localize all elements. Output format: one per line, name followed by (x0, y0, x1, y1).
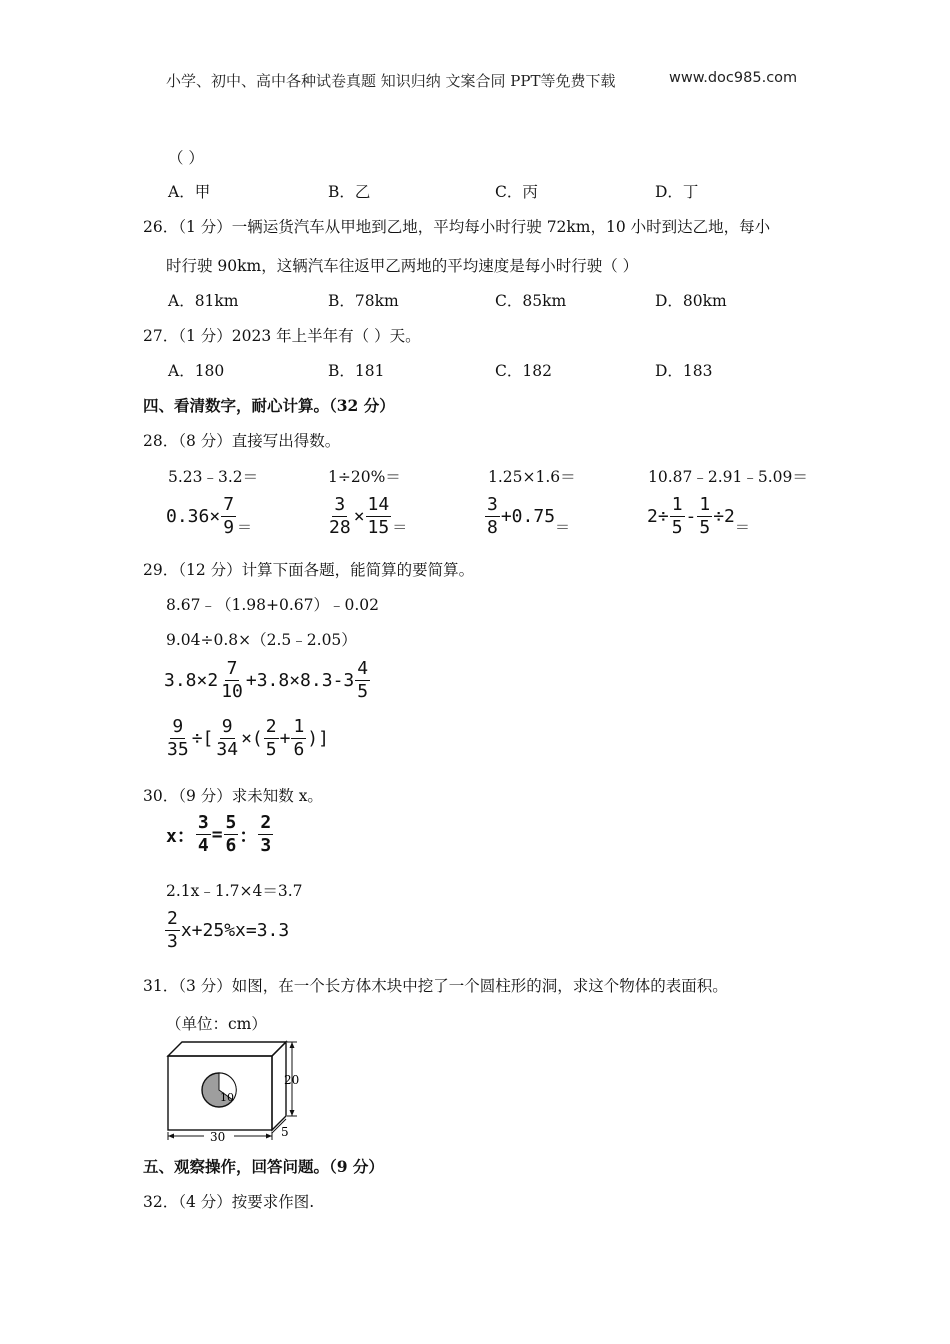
q25-option-a: A．甲 (168, 183, 211, 201)
operator: - (685, 506, 697, 527)
height-arrow-bottom (290, 1110, 295, 1116)
cuboid-top-face (168, 1042, 286, 1056)
numerator: 5 (225, 812, 237, 833)
fraction (219, 660, 245, 701)
expr-text: 3.8×2 (164, 670, 219, 691)
numerator: 3 (197, 812, 209, 833)
fraction (221, 496, 236, 537)
q30-expr-2: 2.1x﹣1.7×4＝3.7 (166, 882, 303, 900)
q27-line: 27．（1 分）2023 年上半年有（ ）天。 (143, 327, 421, 345)
numerator: 2 (167, 908, 178, 929)
q27-option-a: A．180 (168, 362, 225, 380)
numerator: 1 (671, 494, 683, 515)
numerator: 1 (293, 716, 305, 737)
q27-option-c: C．182 (495, 362, 552, 380)
q30-expr-1 (166, 814, 274, 855)
fraction (165, 718, 191, 759)
expr-text: ×( (241, 728, 263, 749)
expr-text: = (211, 824, 223, 845)
fraction (258, 814, 273, 855)
q28-expr-6 (326, 496, 407, 537)
fraction (355, 660, 370, 701)
circle-label: 10 (220, 1091, 234, 1104)
expr-text: + (279, 728, 291, 749)
length-arrow-right (266, 1134, 272, 1139)
expr-text: x+25%x=3.3 (180, 920, 290, 941)
q28-title: 28．（8 分）直接写出得数。 (143, 432, 341, 450)
q26-line2: 时行驶 90km，这辆汽车往返甲乙两地的平均速度是每小时行驶（ ） (166, 257, 639, 275)
q29-title: 29．（12 分）计算下面各题，能简算的要简算。 (143, 561, 475, 579)
q31-unit: （单位：cm） (166, 1015, 267, 1033)
q25-option-c: C．丙 (495, 183, 538, 201)
numerator: 2 (265, 716, 277, 737)
q28-expr-8 (647, 496, 750, 537)
expr-text: 0.36× (166, 506, 221, 527)
numerator: 3 (487, 494, 498, 515)
header-text: 小学、初中、高中各种试卷真题 知识归纳 文案合同 PPT等免费下载 (166, 72, 616, 90)
q28-expr-7 (484, 496, 570, 537)
q25-option-b: B．乙 (328, 183, 371, 201)
numerator: 14 (367, 494, 390, 515)
denominator: 5 (671, 517, 683, 538)
expr-text: ÷2 (713, 506, 735, 527)
denominator: 8 (487, 517, 498, 538)
q25-paren: （ ） (168, 149, 204, 167)
q28-expr-1: 5.23﹣3.2＝ (168, 468, 259, 486)
expr-text: +3.8×8.3-3 (245, 670, 355, 691)
depth-label: 5 (281, 1125, 289, 1139)
expr-text: +0.75 (500, 506, 556, 527)
denominator: 4 (197, 835, 209, 856)
denominator: 6 (293, 739, 305, 760)
q29-expr-4 (164, 718, 329, 759)
denominator: 6 (225, 835, 237, 856)
denominator: 5 (265, 739, 277, 760)
q26-line1: 26．（1 分）一辆运货汽车从甲地到乙地，平均每小时行驶 72km，10 小时到达乙地，每小 (143, 218, 771, 236)
denominator: 3 (167, 931, 178, 952)
fraction (366, 496, 392, 537)
fraction (485, 496, 500, 537)
q26-option-d: D．80km (655, 292, 727, 310)
denominator: 10 (221, 681, 243, 702)
cuboid-figure (160, 1038, 310, 1142)
numerator: 2 (260, 812, 272, 833)
q31-title: 31．（3 分）如图，在一个长方体木块中挖了一个圆柱形的洞，求这个物体的表面积。 (143, 977, 728, 995)
q29-expr-2: 9.04÷0.8×（2.5﹣2.05） (166, 631, 357, 649)
length-arrow-left (168, 1134, 174, 1139)
q29-expr-1: 8.67﹣（1.98+0.67）﹣0.02 (166, 596, 380, 614)
equals: ＝ (237, 518, 253, 536)
numerator: 9 (221, 716, 233, 737)
denominator: 9 (223, 517, 235, 538)
numerator: 9 (172, 716, 184, 737)
numerator: 4 (357, 658, 369, 679)
fraction (214, 718, 240, 759)
denominator: 5 (357, 681, 369, 702)
equals: ＝ (392, 518, 408, 536)
q30-title: 30．（9 分）求未知数 x。 (143, 787, 323, 805)
denominator: 35 (167, 739, 189, 760)
numerator: 7 (223, 494, 235, 515)
fraction (670, 496, 685, 537)
section-4-heading: 四、看清数字，耐心计算。（32 分） (143, 396, 395, 415)
q27-option-b: B．181 (328, 362, 385, 380)
q26-option-a: A．81km (168, 292, 239, 310)
denominator: 28 (329, 517, 351, 538)
q28-expr-5 (166, 496, 252, 537)
q28-expr-3: 1.25×1.6＝ (488, 468, 576, 486)
q30-expr-3 (164, 910, 289, 951)
expr-text: ÷[ (191, 728, 214, 749)
numerator: 1 (699, 494, 711, 515)
operator: × (353, 506, 365, 527)
height-arrow-top (290, 1042, 295, 1048)
equals: ＝ (555, 518, 571, 536)
section-5-heading: 五、观察操作，回答问题。（9 分） (143, 1157, 384, 1176)
fraction (327, 496, 353, 537)
header-site[interactable]: www.doc985.com (669, 70, 798, 86)
fraction (264, 718, 279, 759)
fraction (165, 910, 180, 951)
equals: ＝ (734, 518, 750, 536)
q26-option-c: C．85km (495, 292, 567, 310)
fraction (196, 814, 211, 855)
q25-option-d: D．丁 (655, 183, 699, 201)
q27-option-d: D．183 (655, 362, 713, 380)
q32-title: 32．（4 分）按要求作图. (143, 1193, 315, 1211)
fraction (697, 496, 712, 537)
denominator: 15 (367, 517, 390, 538)
q26-option-b: B．78km (328, 292, 399, 310)
fraction (224, 814, 239, 855)
denominator: 34 (216, 739, 239, 760)
q28-expr-2: 1÷20%＝ (328, 468, 401, 486)
numerator: 7 (226, 658, 238, 679)
q29-expr-3 (164, 660, 371, 701)
expr-text: )] (307, 728, 329, 749)
denominator: 3 (260, 835, 272, 856)
expr-text: ： (239, 825, 258, 847)
q28-expr-4: 10.87﹣2.91﹣5.09＝ (648, 468, 808, 486)
numerator: 3 (334, 494, 346, 515)
length-label: 30 (210, 1130, 226, 1142)
fraction (291, 718, 306, 759)
expr-text: 2÷ (647, 506, 669, 527)
denominator: 5 (699, 517, 711, 538)
expr-text: x： (166, 825, 195, 847)
height-label: 20 (284, 1073, 300, 1087)
